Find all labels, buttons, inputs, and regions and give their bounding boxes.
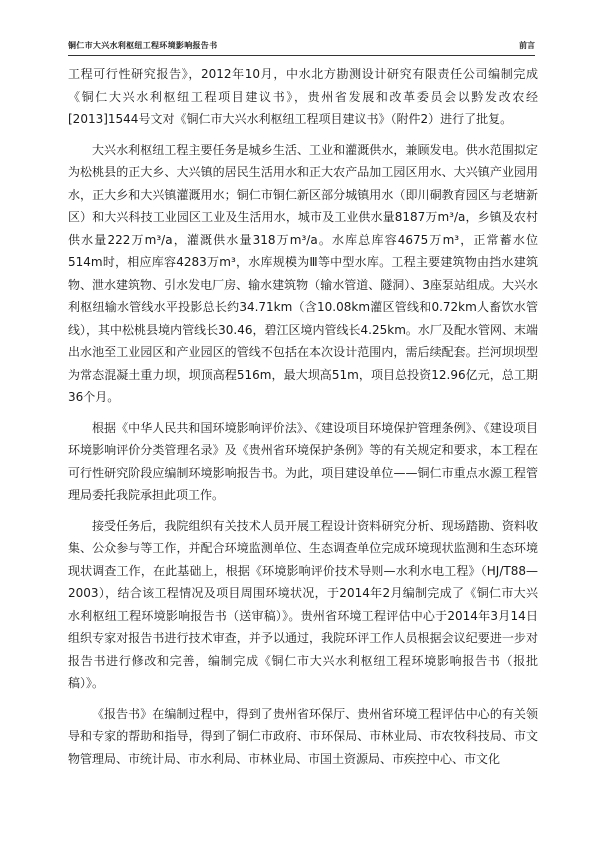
paragraph-acknowledgements: 《报告书》在编制过程中，得到了贵州省环保厅、贵州省环境工程评估中心的有关领导和专家的帮助和指导，得到了铜仁市政府、市环保局、市林业局、市农牧科技局、市文物管理局、市统计局、市水利局、市林业局、市国土资源局、市疾控中心、市文化	[68, 706, 538, 766]
header-document-title: 铜仁市大兴水利枢纽工程环境影响报告书	[68, 41, 218, 50]
page-header	[68, 40, 535, 56]
paragraph-legal-basis: 根据《中华人民共和国环境影响评价法》、《建设项目环境保护管理条例》、《建设项目环境影响评价分类管理名录》及《贵州省环境保护条例》等的有关规定和要求，本工程在可行性研究阶段应编制环境影响报告书。为此，项目建设单位——铜仁市重点水源工程管理局委托我院承担此项工作。	[68, 420, 538, 502]
header-section-label: 前言	[519, 41, 535, 50]
paragraph-work-process: 接受任务后，我院组织有关技术人员开展工程设计资料研究分析、现场踏勘、资料收集、公众参与等工作，并配合环境监测单位、生态调查单位完成环境现状监测和生态环境现状调查工作，在此基础上，根据《环境影响评价技术导则—水利水电工程》（HJ/T88—2003），结合该工程情况及项目周围环境状况，于2014年2月编制完成了《铜仁市大兴水利枢纽工程环境影响报告书（送审稿）》。贵州省环境工程评估中心于2014年3月14日组织专家对报告书进行技术审查，并予以通过，我院环评工作人员根据会议纪要进一步对报告书进行修改和完善，编制完成《铜仁市大兴水利枢纽工程环境影响报告书（报批稿）》。	[68, 518, 538, 690]
document-body	[68, 63, 538, 778]
paragraph-continuation: 工程可行性研究报告》，2012年10月，中水北方勘测设计研究有限责任公司编制完成《铜仁大兴水利枢纽工程项目建议书》，贵州省发展和改革委员会以黔发改农经[2013]1544号文对《铜仁市大兴水利枢纽工程项目建议书》（附件2）进行了批复。	[68, 67, 538, 126]
header-divider	[68, 55, 535, 56]
paragraph-project-tasks: 大兴水利枢纽工程主要任务是城乡生活、工业和灌溉供水，兼顾发电。供水范围拟定为松桃县的正大乡、大兴镇的居民生活用水和正大农产品加工园区用水、大兴镇产业园用水，正大乡和大兴镇灌溉用水；铜仁市铜仁新区部分城镇用水（即川硐教育园区与老塘新区）和大兴科技工业园区工业及生活用水，城市及工业供水量8187万m³/a，乡镇及农村供水量222万m³/a，灌溉供水量318万m³/a。水库总库容4675万m³，正常蓄水位514m时，相应库容4283万m³，水库规模为Ⅲ等中型水库。工程主要建筑物由挡水建筑物、泄水建筑物、引水发电厂房、输水建筑物（输水管道、隧洞）、3座泵站组成。大兴水利枢纽输水管线水平投影总长约34.71km（含10.08km灌区管线和0.72km人畜饮水管线），其中松桃县境内管线长30.46，碧江区境内管线长4.25km。水厂及配水管网、末端出水池至工业园区和产业园区的管线不包括在本次设计范围内，需后续配套。拦河坝坝型为常态混凝土重力坝，坝顶高程516m，最大坝高51m，项目总投资12.96亿元，总工期36个月。	[68, 142, 538, 404]
